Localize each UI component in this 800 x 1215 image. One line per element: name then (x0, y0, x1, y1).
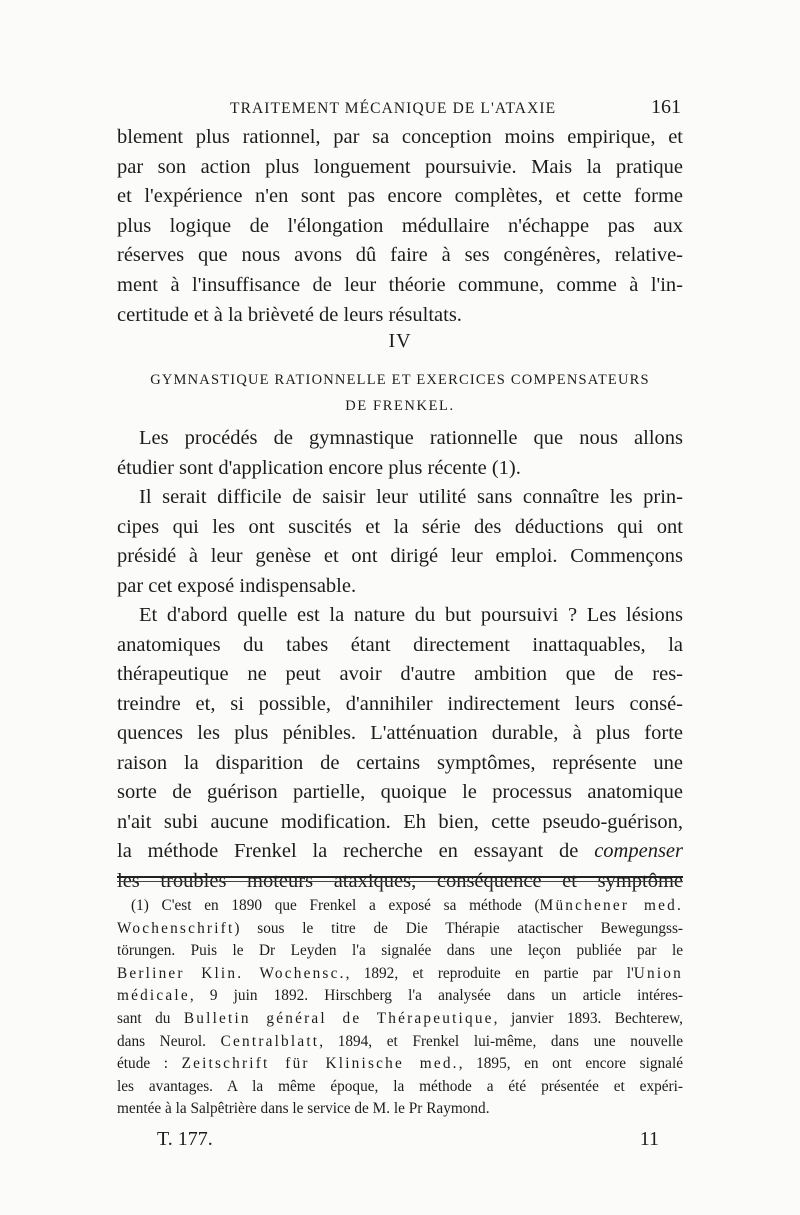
volume-signature: T. 177. (157, 1128, 213, 1150)
text-fragment: , 1895, en ont encore signalé (458, 1055, 683, 1073)
text-fragment: ) sous le titre de Die Thérapie atactischer Bewegungss- (234, 919, 683, 937)
footnote-line (117, 895, 683, 918)
text-line: raison la disparition de certains symptômes, représente une (117, 751, 683, 774)
footnote-line: mentée à la Salpêtrière dans le service de M. le Pr Raymond. (117, 1100, 490, 1118)
journal-name: Centralblatt (220, 1032, 320, 1050)
text-fragment: la méthode Frenkel la recherche en essayant de (117, 840, 579, 862)
italic-word: compenser (594, 840, 684, 862)
text-line: réserves que nous avons dû faire à ses congénères, relative- (117, 244, 683, 267)
page-number: 161 (651, 96, 681, 118)
text-fragment: , 1894, et Frenkel lui-même, dans une nouvelle (319, 1032, 683, 1050)
journal-name: Münchener med. (539, 897, 683, 914)
text-line: par cet exposé indispensable. (117, 574, 357, 597)
text-line: ment à l'insuffisance de leur théorie commune, comme à l'in- (117, 273, 683, 296)
text-line: blement plus rationnel, par sa conception moins empirique, et (117, 126, 683, 148)
text-line: et l'expérience n'en sont pas encore complètes, et cette forme (117, 185, 683, 208)
text-line: étudier sont d'application encore plus récente (1). (117, 456, 521, 479)
paragraph-continuation (117, 123, 683, 330)
text-fragment: , 9 juin 1892. Hirschberg l'a analysée dans un article intéres- (189, 987, 683, 1005)
footnote-line (117, 985, 683, 1008)
text-line: présidé à leur genèse et ont dirigé leur emploi. Commençons (117, 545, 683, 567)
footnote-line (117, 1053, 683, 1076)
footnote-line (117, 918, 683, 941)
page-footer (117, 1128, 683, 1158)
text-line: Il serait difficile de saisir leur utilité sans connaître les prin- (139, 486, 683, 508)
journal-name: médicale (117, 987, 190, 1005)
text-fragment: , 1892, et reproduite en partie par l' (345, 964, 634, 982)
journal-name: Bulletin général de Thérapeutique (183, 1009, 494, 1027)
page-header (117, 96, 683, 122)
text-line: Et d'abord quelle est la nature du but poursuivi ? Les lésions (139, 604, 683, 626)
footnote-line: törungen. Puis le Dr Leyden l'a signalée dans une leçon publiée par le (117, 942, 683, 960)
text-line (117, 837, 683, 867)
footnote-line (117, 1008, 683, 1031)
text-line: quences les plus pénibles. L'atténuation durable, à plus forte (117, 722, 683, 744)
text-fragment: (1) C'est en 1890 que Frenkel a exposé sa méthode ( (131, 897, 540, 914)
text-line: Les procédés de gymnastique rationnelle que nous allons (139, 427, 683, 449)
text-fragment: étude : (117, 1055, 182, 1073)
text-line: n'ait subi aucune modification. Eh bien, cette pseudo-guérison, (117, 810, 683, 833)
section-title-continued: DE FRENKEL. (345, 398, 455, 414)
text-line: par son action plus longuement poursuivie. Mais la pratique (117, 155, 683, 178)
footnote-line (117, 963, 683, 986)
running-title: TRAITEMENT MÉCANIQUE DE L'ATAXIE (230, 100, 557, 117)
section-title: GYMNASTIQUE RATIONNELLE ET EXERCICES COMPENSATEURS (150, 372, 650, 388)
text-line: sorte de guérison partielle, quoique le processus anatomique (117, 781, 683, 803)
journal-name: Wochenschrift (117, 919, 235, 937)
footnote-line: les avantages. A la même époque, la méthode a été présentée et expéri- (117, 1077, 683, 1095)
footnote-divider (117, 876, 683, 878)
text-line: certitude et à la brièveté de leurs résultats. (117, 303, 462, 326)
text-line: plus logique de l'élongation médullaire n'échappe pas aux (117, 214, 683, 237)
section-body (117, 424, 683, 896)
text-line: cipes qui les ont suscités et la série des déductions qui ont (117, 515, 683, 538)
text-line: anatomiques du tabes étant directement inattaquables, la (117, 633, 683, 656)
sheet-signature: 11 (639, 1128, 659, 1150)
text-line: treindre et, si possible, d'annihiler indirectement leurs consé- (117, 692, 683, 715)
journal-name: Zeitschrift für Klinische med. (181, 1055, 459, 1073)
section-number: IV (388, 330, 412, 352)
footnote-divider-thin (117, 881, 683, 882)
footnote-line (117, 1031, 683, 1054)
text-fragment: sant du (117, 1009, 184, 1027)
journal-name: Berliner Klin. Wochensc. (117, 964, 346, 982)
journal-name: Union (633, 964, 683, 982)
text-line: thérapeutique ne peut avoir d'autre ambition que de res- (117, 663, 683, 685)
footnote (117, 895, 683, 1121)
text-fragment: , janvier 1893. Bechterew, (493, 1009, 684, 1027)
text-fragment: dans Neurol. (117, 1032, 221, 1050)
